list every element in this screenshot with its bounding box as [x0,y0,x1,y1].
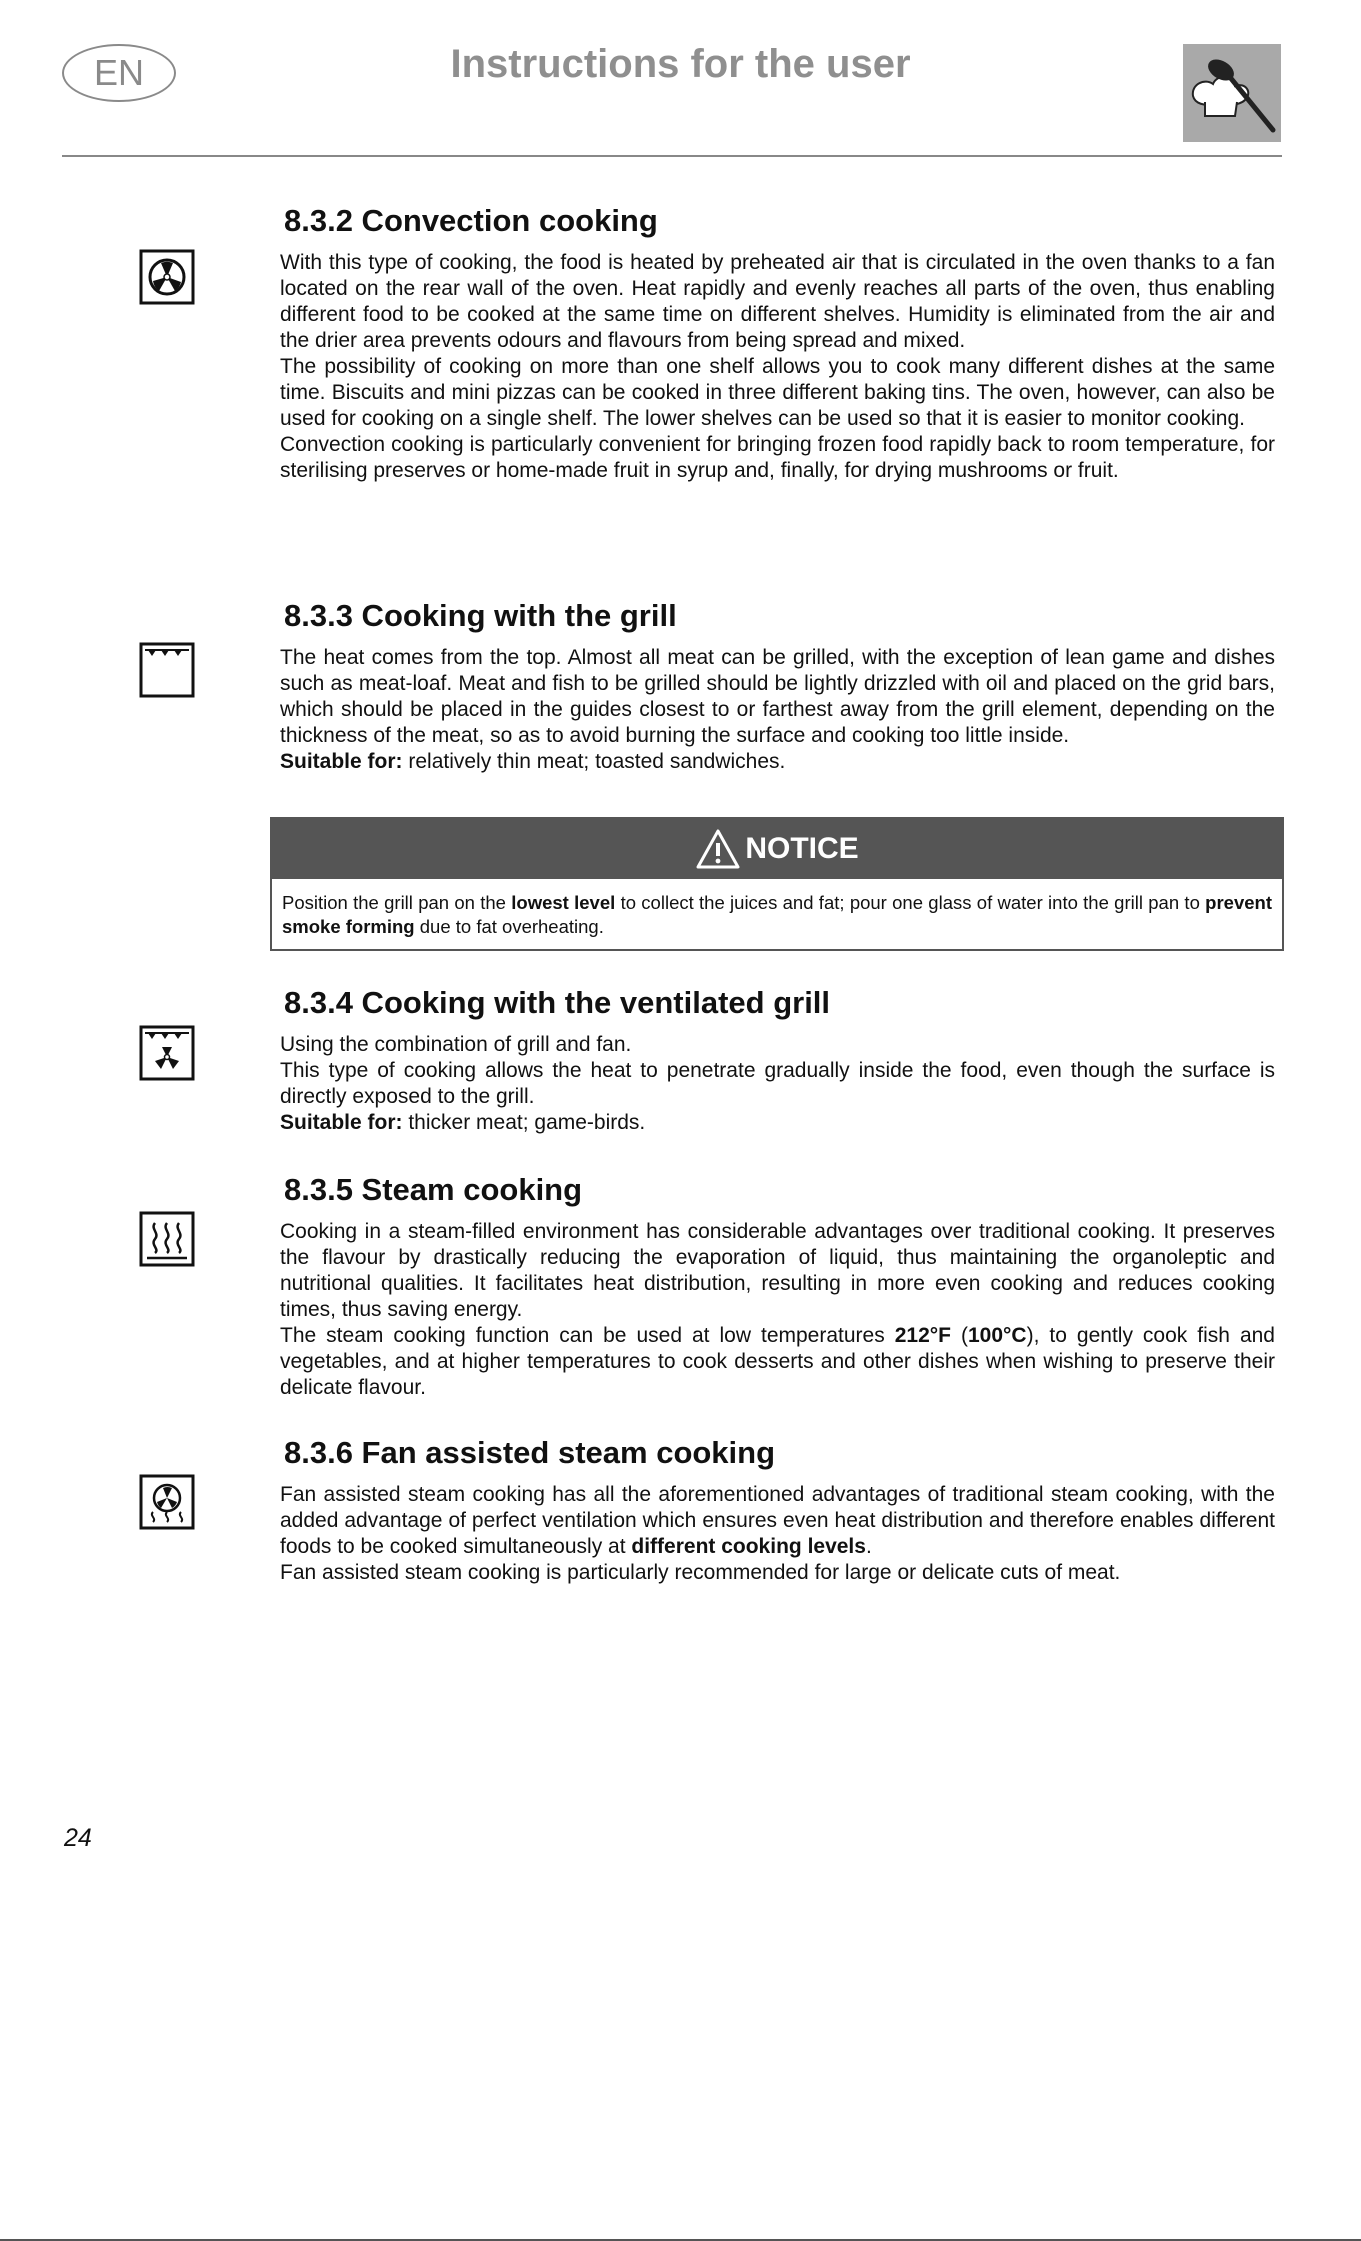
grill-icon [139,642,195,698]
paragraph: Convection cooking is particularly convenient for bringing frozen food rapidly back to room temperature, for sterilising preserves or home-made fruit in syrup and, finally, for drying mushrooms or fruit. [280,433,1275,482]
suitable-text: relatively thin meat; toasted sandwiches. [402,750,786,773]
paragraph: The heat comes from the top. Almost all meat can be grilled, with the exception of lean game and dishes such as meat-loaf. Meat and fish to be grilled should be lightly drizzled with oil and placed on the grid bars, which should be placed in the guides closest to or farthest away from the grill element, depending on the thickness of the meat, so as to avoid burning the surface and cooking too little inside. [280,646,1275,747]
section-heading: 8.3.2 Convection cooking [284,203,658,238]
ventilated-grill-icon [139,1025,195,1081]
paragraph: Fan assisted steam cooking is particularly recommended for large or delicate cuts of meat. [280,1561,1121,1584]
notice-header [272,819,1282,879]
paragraph: Cooking in a steam-filled environment has considerable advantages over traditional cooking. It preserves the flavour by drastically reducing the evaporation of liquid, thus maintaining the organoleptic and nutritional qualities. It facilitates heat distribution, resulting in more even cooking and reduces cooking times, thus saving energy. [280,1220,1275,1321]
paragraph: Using the combination of grill and fan. [280,1033,632,1056]
page-number: 24 [64,1824,92,1852]
paragraph: This type of cooking allows the heat to penetrate gradually inside the food, even though the surface is directly exposed to the grill. [280,1059,1275,1108]
steam-icon [139,1211,195,1267]
convection-fan-icon [139,249,195,305]
paragraph: The steam cooking function can be used at low temperatures 212°F (100°C), to gently cook fish and vegetables, and at higher temperatures to cook desserts and other dishes when wishing to preserve their delicate flavour. [280,1324,1275,1399]
suitable-for-line [280,749,1275,775]
header-divider [62,155,1282,157]
section-heading: 8.3.6 Fan assisted steam cooking [284,1435,776,1470]
notice-text: Position the grill pan on the lowest level to collect the juices and fat; pour one glass of water into the grill pan to prevent smoke forming due to fat overheating. [282,892,1272,937]
section-fan-assisted-steam [280,1434,1275,1586]
section-convection-cooking [280,202,1275,484]
suitable-for-line [280,1110,1275,1136]
warning-triangle-icon [695,828,741,870]
notice-box [270,817,1284,951]
language-badge: EN [62,44,176,102]
paragraph: The possibility of cooking on more than one shelf allows you to cook many different dishes at the same time. Biscuits and mini pizzas can be cooked in three different baking tins. The oven, however, can also be used for cooking on a single shelf. The lower shelves can be used so that it is easier to monitor cooking. [280,355,1275,430]
page-header-title: Instructions for the user [450,42,911,86]
suitable-label: Suitable for: [280,1111,403,1134]
suitable-text: thicker meat; game-birds. [402,1111,646,1134]
section-heading: 8.3.4 Cooking with the ventilated grill [284,985,831,1020]
section-grill-cooking [280,597,1275,775]
section-ventilated-grill [280,984,1275,1136]
fan-steam-icon [139,1474,195,1530]
paragraph: With this type of cooking, the food is heated by preheated air that is circulated in the oven thanks to a fan located on the rear wall of the oven. Heat rapidly and evenly reaches all parts of the oven, thus enabling different food to be cooked at the same time on different shelves. Humidity is eliminated from the air and the drier area prevents odours and flavours from being spread and mixed. [280,251,1275,352]
section-heading: 8.3.5 Steam cooking [284,1172,583,1207]
chef-spoon-icon [1183,44,1281,142]
paragraph: Fan assisted steam cooking has all the aforementioned advantages of traditional steam cooking, with the added advantage of perfect ventilation which ensures even heat distribution and therefore enables different foods to be cooked simultaneously at different cooking levels. [280,1483,1275,1558]
notice-title: NOTICE [745,832,859,865]
section-heading: 8.3.3 Cooking with the grill [284,598,677,633]
suitable-label: Suitable for: [280,750,403,773]
section-steam-cooking [280,1171,1275,1401]
